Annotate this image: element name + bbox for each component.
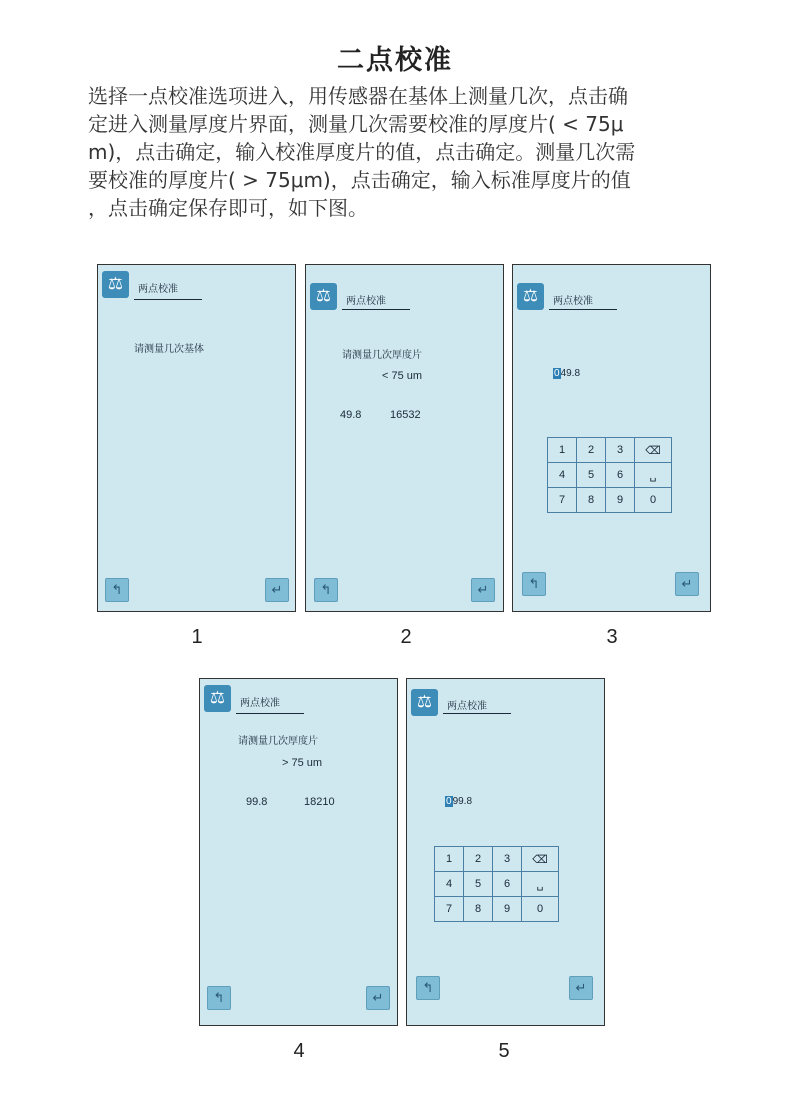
key-4[interactable]: 4 [548,463,577,488]
key-7[interactable]: 7 [548,488,577,513]
screen-1 [97,264,296,612]
screen-title: 两点校准 [346,296,386,307]
backspace-icon: ⌫ [645,444,661,457]
key-5[interactable]: 5 [577,463,606,488]
caption-1: 1 [191,626,203,648]
description-line: 要校准的厚度片( > 75μm)，点击确定，输入标准厚度片的值 [88,168,631,192]
screen-3 [512,264,711,612]
input-cursor: 0 [446,796,452,807]
space-key[interactable] [635,463,672,488]
scale-icon[interactable]: ⚖ [310,283,337,310]
confirm-button[interactable]: ↵ [471,578,495,602]
screen-title: 两点校准 [240,698,280,709]
key-0[interactable]: 0 [522,897,559,922]
screen-2 [305,264,504,612]
key-4[interactable]: 4 [435,872,464,897]
caption-5: 5 [498,1040,510,1062]
numeric-keypad [547,437,672,513]
title-underline [549,309,617,310]
back-button[interactable]: ↰ [105,578,129,602]
range-label: < 75 um [382,370,423,382]
backspace-icon: ⌫ [532,853,548,866]
reading-value: 99.8 [246,796,268,808]
key-2[interactable]: 2 [577,438,606,463]
space-icon: ␣ [536,878,544,891]
backspace-key[interactable] [522,847,559,872]
key-6[interactable]: 6 [606,463,635,488]
key-8[interactable]: 8 [577,488,606,513]
key-9[interactable]: 9 [606,488,635,513]
caption-2: 2 [400,626,412,648]
description [88,82,708,222]
description-line: m)，点击确定，输入校准厚度片的值，点击确定。测量几次需 [88,140,636,164]
title-underline [342,309,410,310]
scale-icon[interactable]: ⚖ [411,689,438,716]
title-underline [443,713,511,714]
back-button[interactable]: ↰ [207,986,231,1010]
key-9[interactable]: 9 [493,897,522,922]
prompt-text: 请测量几次基体 [134,344,204,355]
screen-5 [406,678,605,1026]
caption-3: 3 [606,626,618,648]
key-3[interactable]: 3 [606,438,635,463]
page-title: 二点校准 [337,45,453,76]
prompt-text: 请测量几次厚度片 [238,736,318,747]
confirm-button[interactable]: ↵ [265,578,289,602]
value-input[interactable] [553,368,580,379]
key-0[interactable]: 0 [635,488,672,513]
reading-raw: 16532 [390,409,421,421]
scale-icon[interactable]: ⚖ [517,283,544,310]
title-underline [134,299,202,300]
screen-title: 两点校准 [138,284,178,295]
reading-value: 49.8 [340,409,362,421]
confirm-button[interactable]: ↵ [569,976,593,1000]
reading-raw: 18210 [304,796,335,808]
space-key[interactable] [522,872,559,897]
input-cursor: 0 [554,368,560,379]
range-label: > 75 um [282,757,323,769]
description-line: ，点击确定保存即可，如下图。 [88,196,368,220]
screen-title: 两点校准 [447,701,487,712]
description-line: 选择一点校准选项进入，用传感器在基体上测量几次，点击确 [88,84,628,108]
back-button[interactable]: ↰ [416,976,440,1000]
confirm-button[interactable]: ↵ [366,986,390,1010]
numeric-keypad [434,846,559,922]
key-6[interactable]: 6 [493,872,522,897]
title-underline [236,713,304,714]
description-line: 定进入测量厚度片界面，测量几次需要校准的厚度片( < 75μ [88,112,624,136]
scale-icon[interactable]: ⚖ [204,685,231,712]
key-7[interactable]: 7 [435,897,464,922]
back-button[interactable]: ↰ [314,578,338,602]
screen-4 [199,678,398,1026]
prompt-text: 请测量几次厚度片 [342,350,422,361]
backspace-key[interactable] [635,438,672,463]
input-value: 99.8 [452,796,473,807]
scale-icon[interactable]: ⚖ [102,271,129,298]
key-8[interactable]: 8 [464,897,493,922]
caption-4: 4 [293,1040,305,1062]
input-value: 49.8 [560,368,581,379]
confirm-button[interactable]: ↵ [675,572,699,596]
key-5[interactable]: 5 [464,872,493,897]
key-2[interactable]: 2 [464,847,493,872]
key-1[interactable]: 1 [435,847,464,872]
key-3[interactable]: 3 [493,847,522,872]
key-1[interactable]: 1 [548,438,577,463]
screen-title: 两点校准 [553,296,593,307]
space-icon: ␣ [649,469,657,482]
back-button[interactable]: ↰ [522,572,546,596]
value-input[interactable] [445,796,472,807]
